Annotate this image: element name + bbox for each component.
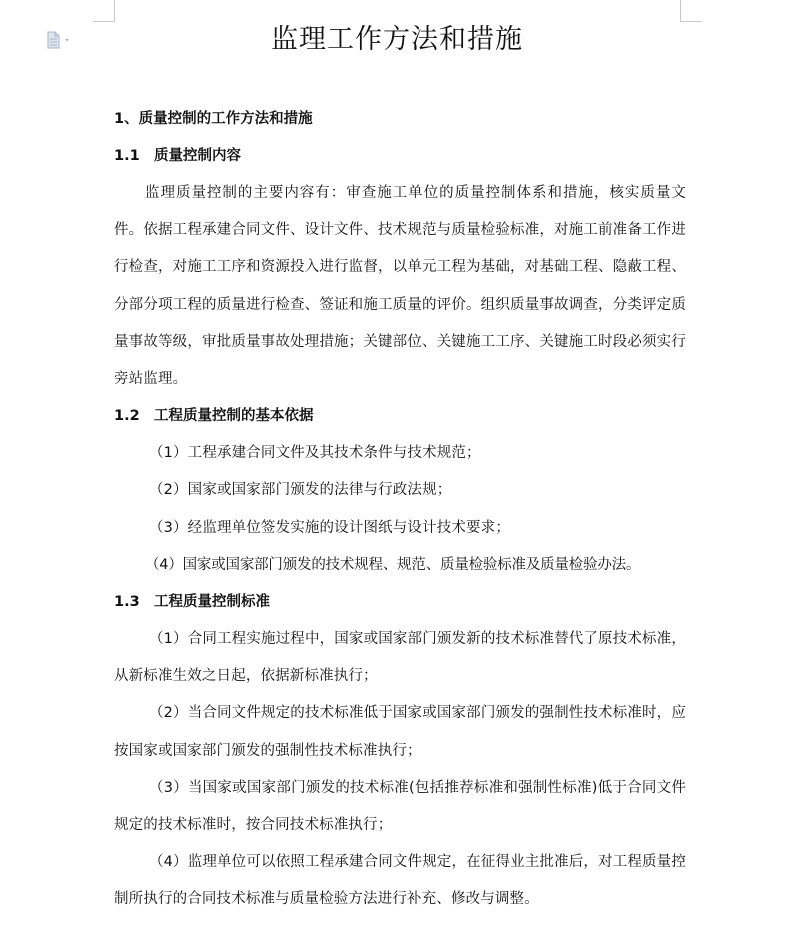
list-item: （4）国家或国家部门颁发的技术规程、规范、质量检验标准及质量检验办法。 <box>145 556 641 573</box>
subsection-title: 工程质量控制的基本依据 <box>154 408 314 425</box>
list-item: （3）经监理单位签发实施的设计图纸与设计技术要求； <box>149 519 510 536</box>
page-title: 监理工作方法和措施 <box>271 24 523 55</box>
subsection-title: 工程质量控制标准 <box>154 594 270 611</box>
document-body <box>114 101 686 919</box>
list-item: （1）合同工程实施过程中，国家或国家部门颁发新的技术标准替代了原技术标准，从新标准生效之日起，依据新标准执行； <box>114 631 686 685</box>
subsection-title: 质量控制内容 <box>154 148 241 164</box>
section-heading-1: 1、质量控制的工作方法和措施 <box>114 111 313 127</box>
subsection-number: 1.3 <box>114 594 140 611</box>
paragraph-quality-control-content: 监理质量控制的主要内容有：审查施工单位的质量控制体系和措施，核实质量文件。依据工程承建合同文件、设计文件、技术规范与质量检验标准，对施工前准备工作进行检查，对施工工序和资源投入进行监督，以单元工程为基础，对基础工程、隐蔽工程、分部分项工程的质量进行检查、签证和施工质量的评价。组织质量事故调查，分类评定质量事故等级，审批质量事故处理措施；关键部位、关键施工工序、关键施工时段必须实行旁站监理。 <box>114 185 686 388</box>
list-item: （2）国家或国家部门颁发的法律与行政法规； <box>149 482 452 499</box>
list-item: （3）当国家或国家部门颁发的技术标准(包括推荐标准和强制性标准)低于合同文件规定的技术标准时，按合同技术标准执行； <box>114 779 686 834</box>
subsection-number: 1.2 <box>114 408 140 425</box>
list-item: （1）工程承建合同文件及其技术条件与技术规范； <box>149 445 481 462</box>
subsection-heading-1-1 <box>114 138 686 175</box>
subsection-heading-1-3 <box>114 584 686 621</box>
subsection-heading-1-2 <box>114 398 686 435</box>
list-item: （2）当合同文件规定的技术标准低于国家或国家部门颁发的强制性技术标准时，应按国家或国家部门颁发的强制性技术标准执行； <box>114 705 686 759</box>
list-item: （4）监理单位可以依照工程承建合同文件规定，在征得业主批准后，对工程质量控制所执行的合同技术标准与质量检验方法进行补充、修改与调整。 <box>114 854 686 908</box>
subsection-number: 1.1 <box>114 148 140 164</box>
